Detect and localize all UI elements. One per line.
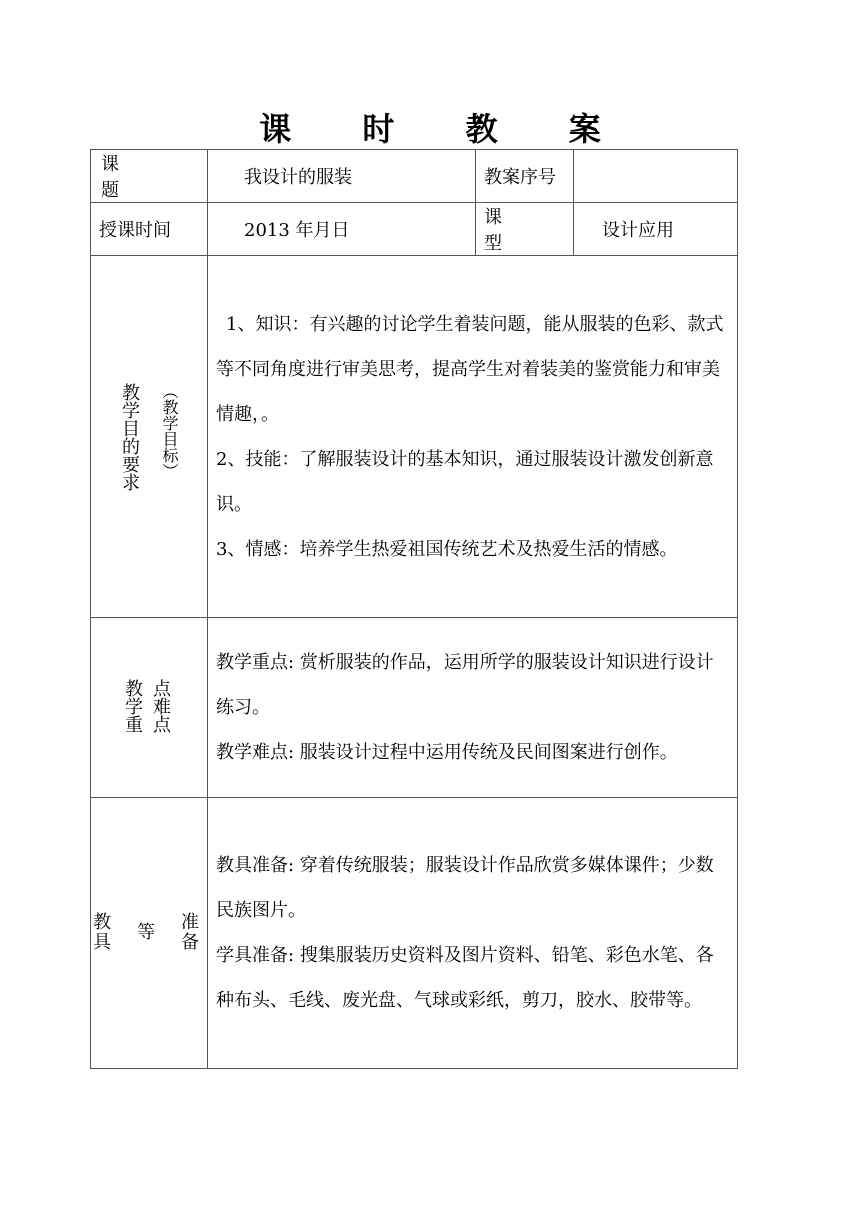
objective-knowledge: 1、知识：有兴趣的讨论学生着装问题，能从服装的色彩、款式等不同角度进行审美思考，提高学生对着装美的鉴赏能力和审美情趣，。 xyxy=(216,313,724,425)
time-label: 授课时间 xyxy=(91,203,208,256)
time-row xyxy=(91,203,738,256)
type-value: 设计应用 xyxy=(574,203,738,256)
student-tools: 学具准备: 搜集服装历史资料及图片资料、铅笔、彩色水笔、各种布头、毛线、废光盘、气球或彩纸，剪刀，胶水、胶带等。 xyxy=(216,945,714,1011)
topic-value: 我设计的服装 xyxy=(208,150,476,203)
type-label: 课 型 xyxy=(476,203,574,256)
topic-row xyxy=(91,150,738,203)
tools-label-c: 准备 xyxy=(181,912,199,953)
objective-skill: 2、技能：了解服装设计的基本知识，通过服装设计激发创新意识。 xyxy=(216,448,714,515)
objectives-label-main: 教学目的要求 xyxy=(119,382,140,491)
page-title: 课 时 教 案 xyxy=(259,110,631,148)
sequence-value xyxy=(574,150,738,203)
keypoints-label xyxy=(91,618,208,798)
tools-content xyxy=(208,798,738,1069)
tools-label-b: 等 xyxy=(137,922,155,943)
tools-row xyxy=(91,798,738,1069)
tools-label-a: 教具 xyxy=(93,912,111,953)
keypoints-content xyxy=(208,618,738,798)
key-point: 教学重点: 赏析服装的作品，运用所学的服装设计知识进行设计练习。 xyxy=(216,652,714,718)
time-value: 2013 年月日 xyxy=(208,203,476,256)
topic-label: 课 题 xyxy=(91,150,208,203)
tools-label xyxy=(91,798,208,1069)
objectives-content xyxy=(208,256,738,618)
objective-emotion: 3、情感：培养学生热爱祖国传统艺术及热爱生活的情感。 xyxy=(216,538,678,560)
keypoints-label-col2: 点难点 xyxy=(153,678,171,736)
objectives-label xyxy=(91,256,208,618)
sequence-label: 教案序号 xyxy=(476,150,574,203)
objectives-row xyxy=(91,256,738,618)
keypoints-label-col1: 教学重 xyxy=(125,678,143,736)
objectives-label-sub: （教学目标） xyxy=(160,382,179,479)
lesson-plan-table xyxy=(90,149,738,1069)
teaching-tools: 教具准备: 穿着传统服装；服装设计作品欣赏多媒体课件；少数民族图片。 xyxy=(216,855,714,921)
keypoints-row xyxy=(91,618,738,798)
difficult-point: 教学难点: 服装设计过程中运用传统及民间图案进行创作。 xyxy=(216,742,678,763)
